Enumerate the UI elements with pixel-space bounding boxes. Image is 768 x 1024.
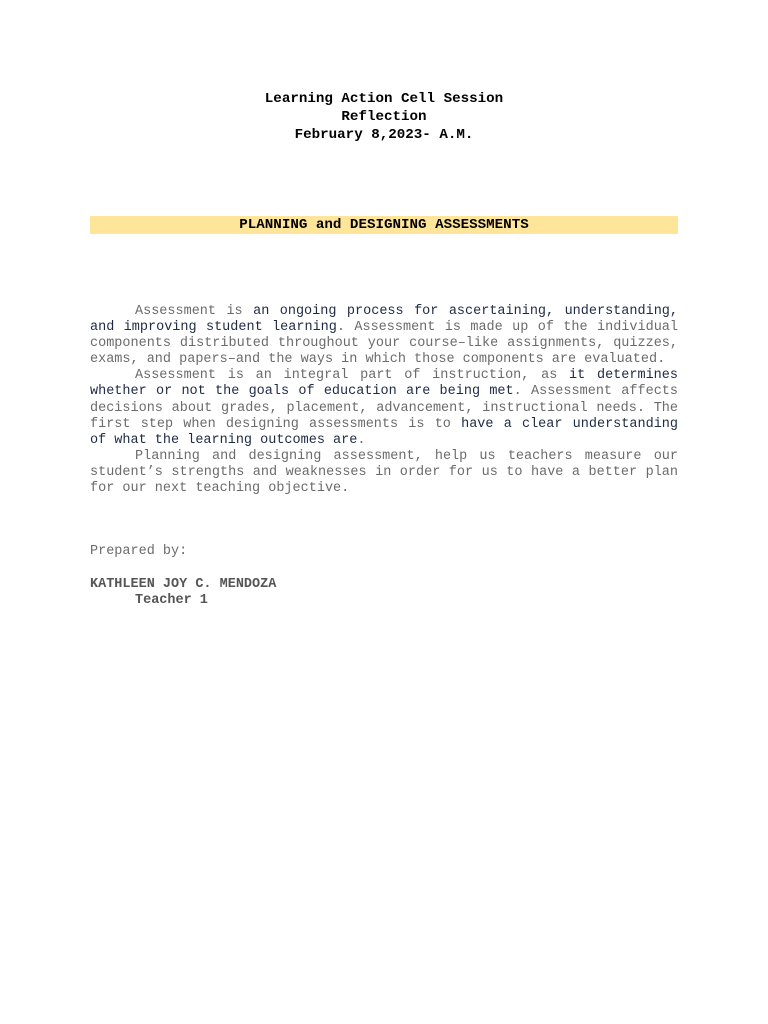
paragraph-assessment-definition <box>90 304 678 368</box>
title-line-reflection: Reflection <box>341 109 427 125</box>
section-heading: PLANNING and DESIGNING ASSESSMENTS <box>90 216 678 234</box>
signature-block <box>90 577 276 609</box>
title-line-session: Learning Action Cell Session <box>264 91 504 107</box>
p1-text-a: Assessment is <box>135 304 254 319</box>
p1-emphasis: an ongoing process for ascertaining, understanding, and improving student learning <box>90 304 678 336</box>
p2-text-e: . <box>357 432 366 448</box>
p2-emphasis-outcomes: have a clear understanding of what the learning outcomes are <box>90 416 678 448</box>
reflection-body <box>90 304 678 497</box>
prepared-by-label: Prepared by: <box>90 544 188 559</box>
p3-text: Planning and designing assessment, help us teachers measure our student’s strengths and weaknesses in order for us to have a better plan for our next teaching objective. <box>90 448 678 497</box>
document-title <box>90 90 678 144</box>
p2-text-c: . Assessment affects decisions about grades, placement, advancement, instructional needs. The first step when designing assessments is to <box>90 384 678 432</box>
signatory-role: Teacher 1 <box>135 593 208 608</box>
p2-text-a: Assessment is an integral part of instruction, as <box>135 368 570 384</box>
p1-text-c: . Assessment is made up of the individual components distributed throughout your course–like assignments, quizzes, exams, and papers–and the ways in which those components are evaluated. <box>90 320 679 368</box>
paragraph-planning <box>90 449 678 497</box>
p2-emphasis-goals: it determines whether or not the goals of education are being met <box>90 368 678 400</box>
title-line-date: February 8,2023- A.M. <box>294 127 474 143</box>
document-page <box>90 90 679 608</box>
paragraph-assessment-role <box>90 368 678 448</box>
signatory-name: KATHLEEN JOY C. MENDOZA <box>90 577 277 592</box>
